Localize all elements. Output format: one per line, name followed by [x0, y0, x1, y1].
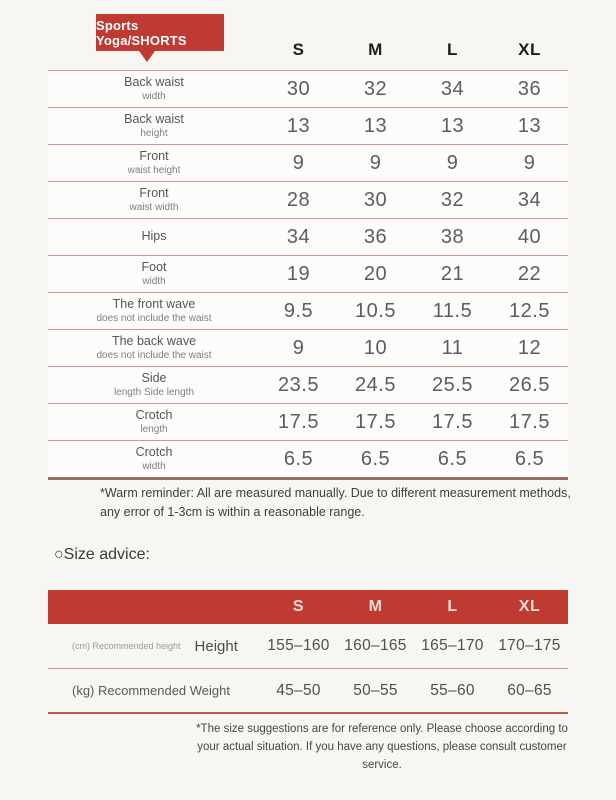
- row-label-main: Foot: [141, 259, 167, 274]
- advice-cell-value: 55–60: [430, 681, 475, 699]
- cell-value: 9: [446, 151, 459, 174]
- row-label: [48, 75, 260, 103]
- cell-value: 12: [517, 336, 542, 359]
- cell-value: 38: [440, 225, 465, 248]
- row-label-main: Front: [139, 185, 169, 200]
- cell-value: 10.5: [355, 299, 396, 322]
- cell-value: 25.5: [432, 373, 473, 396]
- row-label-sub: width: [142, 90, 166, 102]
- table-row: [48, 255, 568, 292]
- table-row: [48, 181, 568, 218]
- advice-col-xl: XL: [518, 598, 541, 615]
- col-header-m: M: [368, 40, 383, 59]
- table-row: [48, 440, 568, 477]
- row-label-sub: does not include the waist: [96, 349, 212, 361]
- advice-cell-value: 155–160: [267, 637, 330, 654]
- cell-value: 6.5: [283, 447, 314, 470]
- row-label-main: The front wave: [112, 296, 196, 311]
- cell-value: 17.5: [355, 410, 396, 433]
- advice-cell-value: 50–55: [353, 681, 398, 699]
- row-label-main: Crotch: [135, 407, 173, 422]
- cell-value: 30: [363, 188, 388, 211]
- product-badge-label: Sports Yoga/SHORTS: [96, 17, 187, 48]
- cell-value: 9: [292, 151, 305, 174]
- table-row: [48, 366, 568, 403]
- row-label: [48, 371, 260, 399]
- col-header-l: L: [447, 40, 458, 59]
- cell-value: 32: [363, 77, 388, 100]
- cell-value: 10: [363, 336, 388, 359]
- col-header-s: S: [292, 40, 305, 59]
- table-row: [48, 218, 568, 255]
- cell-value: 17.5: [509, 410, 550, 433]
- table-row: [48, 292, 568, 329]
- advice-col-l: L: [447, 598, 458, 615]
- table-row: [48, 107, 568, 144]
- row-label-sub: does not include the waist: [96, 312, 212, 324]
- cell-value: 13: [440, 114, 465, 137]
- cell-value: 32: [440, 188, 465, 211]
- cell-value: 23.5: [278, 373, 319, 396]
- size-chart-table: [48, 70, 568, 480]
- cell-value: 6.5: [514, 447, 545, 470]
- size-suggestion-footnote: *The size suggestions are for reference only. Please choose according to your actual situation. If you have any questions, please consult customer service.: [196, 723, 568, 771]
- row-label: [48, 229, 260, 245]
- row-label-main: Side: [141, 370, 167, 385]
- cell-value: 30: [286, 77, 311, 100]
- advice-col-s: S: [292, 598, 305, 615]
- row-label: [48, 408, 260, 436]
- advice-row-label: [48, 683, 260, 698]
- warm-reminder-note: *Warm reminder: All are measured manually. Due to different measurement methods, any error of 1-3cm is within a reasonable range.: [100, 486, 571, 519]
- row-label-main: Back waist: [124, 111, 184, 126]
- advice-col-m: M: [368, 598, 383, 615]
- cell-value: 36: [363, 225, 388, 248]
- row-label-sub: length Side length: [113, 386, 195, 398]
- advice-label-main: (kg) Recommended Weight: [72, 683, 230, 698]
- row-label-main: Hips: [141, 229, 167, 244]
- row-label: [48, 112, 260, 140]
- cell-value: 11: [441, 336, 464, 359]
- size-advice-header-bar: [48, 590, 568, 624]
- row-label: [48, 149, 260, 177]
- cell-value: 21: [440, 262, 465, 285]
- cell-value: 13: [517, 114, 542, 137]
- row-label-main: Crotch: [135, 444, 173, 459]
- advice-cell-value: 170–175: [498, 637, 561, 654]
- cell-value: 13: [286, 114, 311, 137]
- advice-cell-value: 45–50: [276, 681, 321, 699]
- size-advice-heading: ○Size advice:: [54, 546, 150, 563]
- row-label-sub: height: [140, 127, 168, 139]
- advice-row-label: [48, 638, 260, 655]
- cell-value: 17.5: [278, 410, 319, 433]
- table-row: [48, 70, 568, 107]
- advice-cell-value: 160–165: [344, 637, 407, 654]
- row-label: [48, 186, 260, 214]
- row-label-sub: length: [140, 423, 168, 435]
- table-row: [48, 403, 568, 440]
- col-header-xl: XL: [518, 40, 541, 59]
- table-row: [48, 329, 568, 366]
- cell-value: 24.5: [355, 373, 396, 396]
- unit-prefix: (cm) Recommended height: [72, 641, 181, 651]
- cell-value: 22: [517, 262, 542, 285]
- cell-value: 12.5: [509, 299, 550, 322]
- row-label: [48, 297, 260, 325]
- cell-value: 9: [523, 151, 536, 174]
- cell-value: 28: [286, 188, 311, 211]
- row-label: [48, 260, 260, 288]
- row-label-sub: waist width: [129, 201, 179, 213]
- row-label-main: The back wave: [111, 333, 197, 348]
- cell-value: 40: [517, 225, 542, 248]
- advice-row-weight: [48, 668, 568, 712]
- cell-value: 17.5: [432, 410, 473, 433]
- row-label: [48, 334, 260, 362]
- advice-row-height: [48, 624, 568, 668]
- cell-value: 34: [286, 225, 311, 248]
- advice-label-main: Height: [194, 637, 238, 655]
- size-advice-table: [48, 624, 568, 714]
- cell-value: 9.5: [283, 299, 314, 322]
- size-chart-header: [48, 32, 568, 68]
- cell-value: 6.5: [437, 447, 468, 470]
- advice-cell-value: 60–65: [507, 681, 552, 699]
- cell-value: 26.5: [509, 373, 550, 396]
- advice-cell-value: 165–170: [421, 637, 484, 654]
- cell-value: 11.5: [432, 299, 473, 322]
- table-row: [48, 144, 568, 181]
- cell-value: 20: [363, 262, 388, 285]
- row-label-main: Back waist: [124, 74, 184, 89]
- cell-value: 9: [292, 336, 305, 359]
- cell-value: 34: [517, 188, 542, 211]
- cell-value: 13: [363, 114, 388, 137]
- cell-value: 19: [286, 262, 311, 285]
- row-label: [48, 445, 260, 473]
- cell-value: 9: [369, 151, 382, 174]
- cell-value: 36: [517, 77, 542, 100]
- row-label-sub: width: [142, 460, 166, 472]
- row-label-main: Front: [139, 148, 169, 163]
- row-label-sub: width: [142, 275, 166, 287]
- cell-value: 34: [440, 77, 465, 100]
- row-label-sub: waist height: [127, 164, 181, 176]
- cell-value: 6.5: [360, 447, 391, 470]
